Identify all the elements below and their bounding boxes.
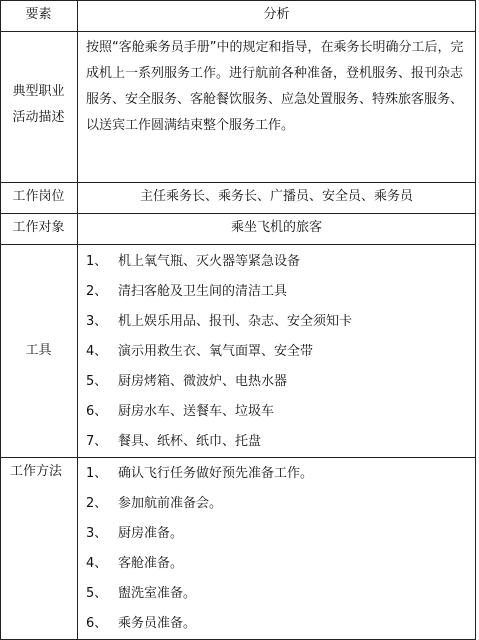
list-item — [86, 337, 352, 367]
header-analysis: 分析 — [263, 7, 290, 22]
item-number: 7、 — [86, 434, 108, 449]
list-item — [86, 459, 313, 489]
item-text: 餐具、纸杯、纸巾、托盘 — [118, 434, 262, 449]
row-divider — [0, 31, 476, 32]
item-text: 厨房烤箱、微波炉、电热水器 — [118, 374, 288, 389]
list-item — [86, 307, 352, 337]
item-number: 5、 — [86, 374, 108, 389]
item-text: 乘务员准备。 — [118, 616, 197, 631]
list-item — [86, 519, 313, 549]
list-item — [86, 549, 313, 579]
list-item — [86, 367, 352, 397]
item-text: 机上氧气瓶、灭火器等紧急设备 — [118, 254, 301, 269]
description-text: 按照“客舱乘务员手册”中的规定和指导，在乘务长明确分工后，完成机上一系列服务工作。进行航前各种准备，登机服务、报刊杂志服务、安全服务、客舱餐饮服务、应急处置服务、特殊旅客服务、以送宾工作圆满结束整个服务工作。 — [86, 40, 464, 133]
item-number: 1、 — [86, 254, 108, 269]
table-border-top — [0, 0, 476, 1]
row-divider — [0, 182, 476, 183]
item-number: 3、 — [86, 314, 108, 329]
description-label-line1: 典型职业 — [12, 84, 65, 99]
row-divider — [0, 213, 476, 214]
item-number: 3、 — [86, 526, 108, 541]
list-item — [86, 427, 352, 457]
item-text: 演示用救生衣、氧气面罩、安全带 — [118, 344, 314, 359]
position-label: 工作岗位 — [12, 189, 65, 204]
item-number: 2、 — [86, 496, 108, 511]
item-text: 客舱准备。 — [118, 556, 184, 571]
column-divider — [77, 0, 78, 640]
table-border-right — [475, 0, 476, 640]
item-number: 4、 — [86, 344, 108, 359]
list-item — [86, 247, 352, 277]
object-value: 乘坐飞机的旅客 — [230, 220, 322, 235]
item-number: 5、 — [86, 586, 108, 601]
item-text: 盥洗室准备。 — [118, 586, 197, 601]
tools-label: 工具 — [25, 343, 52, 358]
list-item — [86, 397, 352, 427]
list-item — [86, 609, 313, 639]
tools-list — [86, 247, 352, 457]
item-text: 参加航前准备会。 — [118, 496, 223, 511]
methods-list — [86, 459, 313, 639]
position-value: 主任乘务长、乘务长、广播员、安全员、乘务员 — [139, 189, 413, 204]
row-divider — [0, 457, 476, 458]
item-text: 机上娱乐用品、报刊、杂志、安全须知卡 — [118, 314, 353, 329]
item-text: 厨房准备。 — [118, 526, 184, 541]
item-number: 2、 — [86, 284, 108, 299]
item-number: 1、 — [86, 466, 108, 481]
list-item — [86, 579, 313, 609]
item-text: 清扫客舱及卫生间的清洁工具 — [118, 284, 288, 299]
list-item — [86, 277, 352, 307]
item-number: 6、 — [86, 616, 108, 631]
list-item — [86, 489, 313, 519]
header-element: 要素 — [25, 7, 52, 22]
item-text: 厨房水车、送餐车、垃圾车 — [118, 404, 275, 419]
item-number: 4、 — [86, 556, 108, 571]
object-label: 工作对象 — [12, 220, 65, 235]
description-label-line2: 活动描述 — [12, 110, 65, 125]
item-number: 6、 — [86, 404, 108, 419]
row-divider — [0, 244, 476, 245]
methods-label: 工作方法 — [10, 464, 63, 479]
item-text: 确认飞行任务做好预先准备工作。 — [118, 466, 314, 481]
